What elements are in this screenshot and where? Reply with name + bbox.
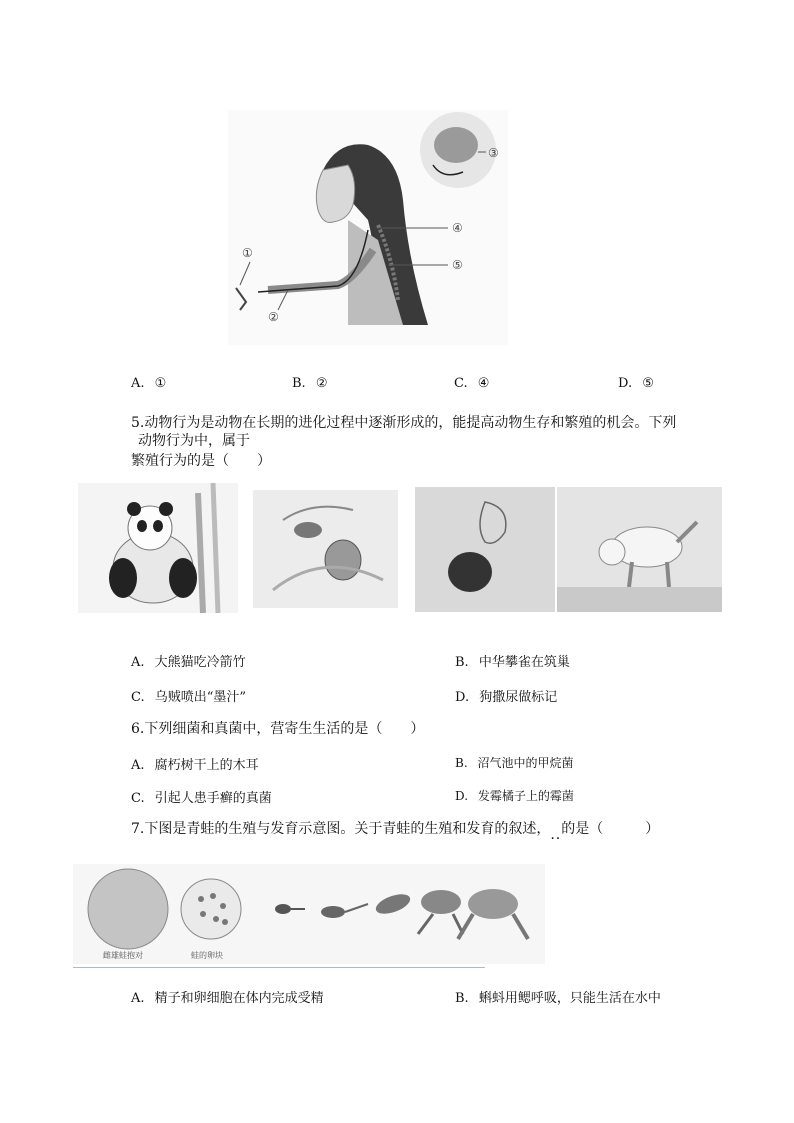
label-5: ⑤: [452, 258, 463, 272]
panda-icon: [78, 483, 238, 613]
option-text: ④: [477, 376, 490, 391]
caption-mating-frogs: 雌雄蛙抱对: [103, 951, 143, 960]
caption-egg-mass: 蛙的卵块: [191, 951, 223, 960]
option-text: ②: [315, 376, 328, 391]
label-4: ④: [452, 221, 463, 235]
option-text: 乌贼喷出“墨汁”: [154, 690, 247, 705]
option-text: 中华攀雀在筑巢: [478, 655, 570, 670]
option-letter: D.: [455, 690, 470, 705]
option-letter: B.: [455, 991, 469, 1006]
label-1: ①: [242, 246, 253, 260]
q7-stem-text: 7.下图是青蛙的生殖与发育示意图。关于青蛙的生殖和发育的叙述，: [131, 821, 551, 837]
q4-option-b[interactable]: [292, 376, 327, 391]
q6-option-d[interactable]: [455, 787, 574, 804]
q5-option-b[interactable]: [455, 651, 570, 670]
option-text: 引起人患手癣的真菌: [154, 791, 272, 806]
q7-stem-dots: ..: [550, 827, 562, 843]
option-letter: C.: [131, 791, 145, 806]
label-3: ③: [488, 146, 499, 160]
dog-photo: [557, 487, 722, 612]
option-letter: A.: [131, 376, 145, 391]
panda-photo: [78, 483, 238, 613]
option-letter: C.: [131, 690, 145, 705]
option-letter: C.: [454, 376, 468, 391]
q7-stem-end: 的是（ ）: [561, 821, 660, 837]
q4-option-a[interactable]: [131, 376, 166, 391]
q5-stem-line1: 5.动物行为是动物在长期的进化过程中逐渐形成的，能提高动物生存和繁殖的机会。下列: [131, 415, 677, 431]
option-text: 发霉橘子上的霉菌: [477, 789, 574, 803]
cuttlefish-icon: [415, 487, 555, 612]
frog-lifecycle-figure: [73, 864, 545, 964]
option-text: ⑤: [642, 376, 654, 391]
reflex-arc-figure: [228, 110, 508, 345]
q5-option-c[interactable]: [131, 686, 246, 705]
q5-option-d[interactable]: [455, 686, 557, 705]
q7-option-b[interactable]: [455, 987, 661, 1006]
q7-option-a[interactable]: [131, 987, 324, 1006]
q6-option-b[interactable]: [455, 754, 573, 771]
frog-lifecycle-drawing: [73, 864, 545, 964]
q5-stem-line3: 繁殖行为的是（ ）: [131, 453, 271, 469]
option-letter: A.: [131, 758, 145, 773]
option-text: 腐朽树干上的木耳: [154, 758, 259, 773]
dog-icon: [557, 487, 722, 612]
q7-stem: [131, 818, 660, 843]
figure-underline: [73, 967, 485, 968]
q5-option-a[interactable]: [131, 651, 246, 670]
option-text: 大熊猫吃冷箭竹: [154, 655, 246, 670]
q6-option-c[interactable]: [131, 787, 272, 806]
option-text: 蝌蚪用鳃呼吸，只能生活在水中: [478, 991, 661, 1006]
option-text: 沼气池中的甲烷菌: [477, 756, 574, 770]
option-letter: D.: [455, 789, 469, 803]
option-text: 狗撒尿做标记: [479, 690, 558, 705]
label-2: ②: [268, 310, 279, 324]
q6-stem: 6.下列细菌和真菌中，营寄生生活的是（ ）: [131, 721, 425, 737]
option-letter: B.: [292, 376, 306, 391]
option-letter: D.: [618, 376, 633, 391]
option-letter: A.: [131, 655, 145, 670]
q5-stem-line2: 动物行为中，属于: [138, 433, 250, 449]
option-text: ①: [154, 376, 167, 391]
option-letter: B.: [455, 756, 468, 770]
q6-option-a[interactable]: [131, 754, 259, 773]
option-text: 精子和卵细胞在体内完成受精: [154, 991, 324, 1006]
bird-icon: [253, 490, 398, 608]
option-letter: A.: [131, 991, 145, 1006]
bird-nest-photo: [253, 490, 398, 608]
option-letter: B.: [455, 655, 469, 670]
cuttlefish-photo: [415, 487, 555, 612]
q4-option-d[interactable]: [618, 376, 654, 391]
q4-option-c[interactable]: [454, 376, 489, 391]
